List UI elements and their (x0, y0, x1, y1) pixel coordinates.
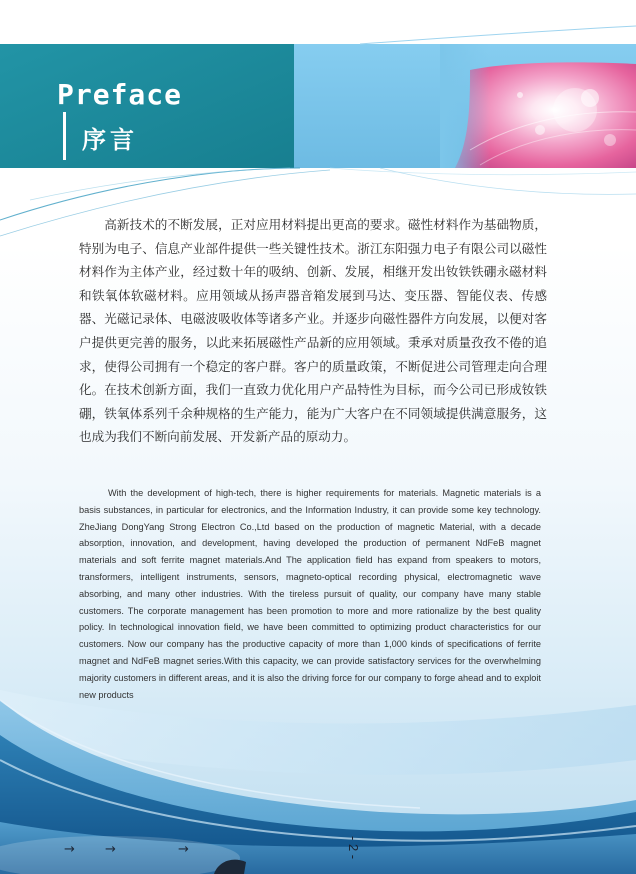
arrow-right-icon: → (64, 842, 75, 857)
chinese-paragraph: 高新技术的不断发展，正对应用材料提出更高的要求。磁性材料作为基础物质，特别为电子、信息产业部件提供一些关键性技术。浙江东阳强力电子有限公司以磁性材料作为主体产业，经过数十年的吸纳、创新、发展，相继开发出钕铁铁硼永磁材料和铁氧体软磁材料。应用领域从扬声器音箱发展到马达、变压器、智能仪表、传感器、光磁记录体、电磁波吸收体等诸多产业。并逐步向磁性器件方向发展，以便对客户提供更完善的服务，以此来拓展磁性产品新的应用领域。秉承对质量孜孜不倦的追求，使得公司拥有一个稳定的客户群。客户的质量政策，不断促进公司管理走向合理化。在技术创新方面，我们一直致力优化用户产品特性为目标，而今公司已形成钕铁硼，铁氧体系列千余种规格的生产能力，能为广大客户在不同领域提供满意服务，这也成为我们不断向前发展、开发新产品的原动力。 (79, 217, 547, 445)
page-title-chinese: 序言 (82, 126, 138, 154)
english-paragraph: With the development of high-tech, there is higher requirements for materials. Magnetic materials is a basis substances, in particular for electronics, and the Information Industry, it can provide some key technology. ZheJiang DongYang Strong Electron Co.,Ltd based on the production of magnetic Material, with a decade absorption, innovation, and development, having developed the production of permanent NdFeB magnet materials and soft ferrite magnet materials.And The application field has expand from speakers to motors, transformers, intelligent instruments, sensors, magneto-optical recording physical, electromagnetic wave absorbing, and many other industries. With the tireless pursuit of quality, our company have many stable customers. The corporate management has been promotion to more and more rationalize by the best quality policy. In technological innovation field, we have been committed to optimizing product characteristics for our customers. Now our company has the productive capacity of more than 1,000 kinds of specifications of ferrite magnet and NdFeB magnet series.With this capacity, we can provide satisfactory services for the overwhelming majority customers in different areas, and it is also the driving force for our company to forge ahead and to exploit new products (79, 488, 541, 700)
page-number-text: - 2 - (346, 836, 361, 860)
arrow-right-icon: → (105, 842, 116, 857)
page-title-english: Preface (57, 78, 183, 111)
title-divider (63, 112, 66, 160)
page-number (345, 836, 363, 874)
arrow-right-icon: → (178, 842, 189, 857)
